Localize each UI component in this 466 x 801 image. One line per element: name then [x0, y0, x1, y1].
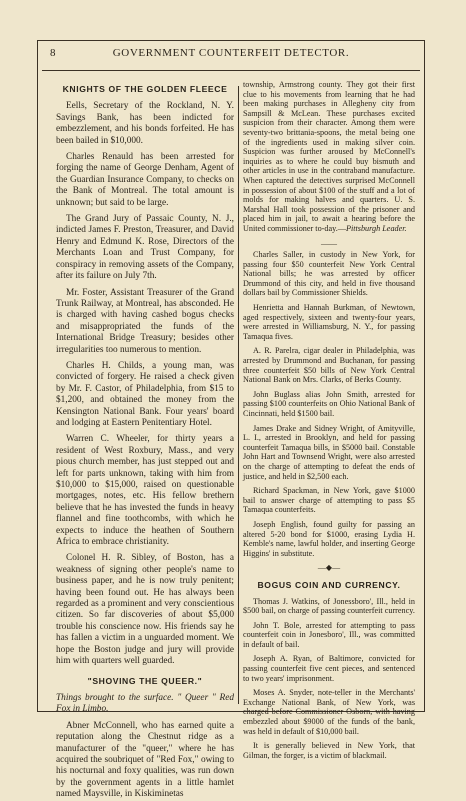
article-paragraph: The Grand Jury of Passaic County, N. J., indicted James F. Preston, Treasurer, and David Henry and Edmund K. Rose, Directors of the Merchants Loan and Trust Company, for conspiracy in removing assets of the Company, after its failure on July 7th.	[56, 214, 234, 282]
article-paragraph: Joseph A. Ryan, of Baltimore, convicted for passing counterfeit five cent pieces, and sentenced to two years' imprisonment.	[243, 654, 415, 683]
article-paragraph: It is generally believed in New York, that Gilman, the forger, is a victim of blackmail.	[243, 741, 415, 760]
publication-title: GOVERNMENT COUNTERFEIT DETECTOR.	[112, 47, 350, 59]
divider-ornament: —◆—	[317, 563, 341, 573]
column-divider	[238, 86, 239, 704]
section-heading-bogus-coin: BOGUS COIN AND CURRENCY.	[257, 579, 401, 590]
page-number: 8	[50, 47, 56, 59]
article-paragraph: Moses A. Snyder, note-teller in the Merchants' Exchange National Bank, of New York, was charged before Commissioner Osborn, with having embezzled about $9000 of the funds of the bank, was held in default of $10,000 bail.	[243, 688, 415, 736]
running-header	[42, 43, 420, 65]
header-rule	[42, 70, 420, 71]
article-paragraph: Mr. Foster, Assistant Treasurer of the Grand Trunk Railway, at Montreal, has absconded. He is charged with having cashed bogus checks and misappropriated the funds of the International Bridge Treasury; besides other irregularities too numerous to mention.	[56, 287, 234, 355]
section-heading-golden-fleece: KNIGHTS OF THE GOLDEN FLEECE	[62, 84, 228, 94]
article-paragraph	[243, 80, 415, 234]
left-column	[56, 80, 234, 800]
source-credit: Pittsburgh Leader.	[345, 223, 407, 233]
article-paragraph: A. R. Parelra, cigar dealer in Philadelphia, was arrested by Drummond and Buchanan, for passing three counterfeit $50 bills of New York Central National Bank on Mrs. Clarks, of Berks County.	[243, 346, 415, 385]
article-paragraph: Colonel H. R. Sibley, of Boston, has a weakness of signing other people's name to business paper, and he is now truly penitent; having been found out. He has always been regarded as a prominent and very conscientious citizen. So far discoveries of about $5,000 trouble his conscience now. His friends say he has fallen a victim in a unguarded moment. We hope the Boston judge and jury will provide him with quarters well guarded.	[56, 553, 234, 667]
article-paragraph: Thomas J. Watkins, of Jonessboro', Ill., held in $500 bail, on charge of passing counterfeit currency.	[243, 596, 415, 616]
article-paragraph: Eells, Secretary of the Rockland, N. Y. Savings Bank, has been indicted for embezzlement, and his bonds forfeited. He has been bailed in $10,000.	[56, 101, 234, 146]
article-paragraph: John Buglass alias John Smith, arrested for passing $100 counterfeits on Ohio National Bank of Cincinnati, held $1500 bail.	[243, 389, 415, 418]
section-subtitle: Things brought to the surface. " Queer " Red Fox in Limbo.	[56, 692, 234, 715]
article-paragraph: Richard Spackman, in New York, gave $1000 bail to answer charge of attempting to pass $5 Tamaqua counterfeits.	[243, 486, 415, 515]
right-column	[243, 80, 415, 760]
article-paragraph: Abner McConnell, who has earned quite a reputation along the Chestnut ridge as a manufacturer of the "queer," where he has acquired the soubriquet of "Red Fox," owing to his nocturnal and foxy qualities, was run down by the government agents in a little hamlet named Maysville, in Kiskiminetas	[56, 720, 234, 800]
article-paragraph: Warren C. Wheeler, for thirty years a resident of West Roxbury, Mass., and very pious church member, has just stepped out and left for parts unknown, taking with him from $10,000 to $15,000, raised on questionable mortgages, notes, etc. His fellow brethern believe that he has invested the funds in heavy flannel and fine toothcombs, with which he expects to induce the heathen of Southern Africa to embrace christianity.	[56, 434, 234, 548]
article-paragraph: Charles H. Childs, a young man, was convicted of forgery. He raised a check given by Mr. F. Castor, of Philadelphia, from $15 to $1,200, and obtained the money from the Kensington National Bank. Four years' board and lodging at Eastern Penitentiary Hotel.	[56, 360, 234, 428]
article-paragraph: Joseph English, found guilty for passing an altered 5-20 bond for $1000, erasing Lydia H. Kemble's name, lawful holder, and inserting George Higgins' in substitute.	[243, 519, 415, 558]
article-paragraph: Charles Saller, in custody in New York, for passing four $50 counterfeit New York Central National bills; he was arrested by officer Drummond of this city, and held in five thousand dollars bail by Commissioner Shields.	[243, 250, 415, 298]
article-paragraph: Charles Renauld has been arrested for forging the name of George Denham, Agent of the Guardian Insurance Company, to checks on the Bank of Montreal. The total amount is unknown; but said to be large.	[56, 152, 234, 208]
article-paragraph: Henrietta and Hannah Burkman, of Newtown, aged respectively, sixteen and twenty-four years, were arrested in Williamsburg, N. Y., for passing Tamaqua fives.	[243, 303, 415, 341]
divider-ornament: ——	[321, 238, 337, 248]
article-paragraph: James Drake and Sidney Wright, of Amityville, L. I., arrested in Brooklyn, and held for passing counterfeit Tamaqua bills, in $5000 bail. Constable John Hart and Townsend Wright, were also arrested on the charge of attempting to defeat the ends of justice, and held in $2,500 each.	[243, 423, 415, 481]
continued-text: township, Armstrong county. They got their first clue to his movements from learning that he had been making purchases in Allegheny city from Sampsill & McLean. These purchases excited suspicion from their character. Among them were seventy-two brittania-spoons, the metal being one of the ingredients used in making silver coin. Suspicion was further aroused by McConnell's inquiries as to where he could buy bismuth and other articles in use in the contraband manufacture. When captured the detectives surprised McConnell in possession of about $100 of the stuff and a lot of molds for making halves and quarters. U. S. Marshal Hall took possession of the prisoner and placed him in jail, to await a hearing before the United commissioner to-day.—	[243, 80, 415, 233]
article-paragraph: John T. Bole, arrested for attempting to pass counterfeit coin in Jonesboro', Ill., was committed in default of bail.	[243, 620, 415, 649]
section-heading-shoving-the-queer: "SHOVING THE QUEER."	[87, 675, 203, 686]
